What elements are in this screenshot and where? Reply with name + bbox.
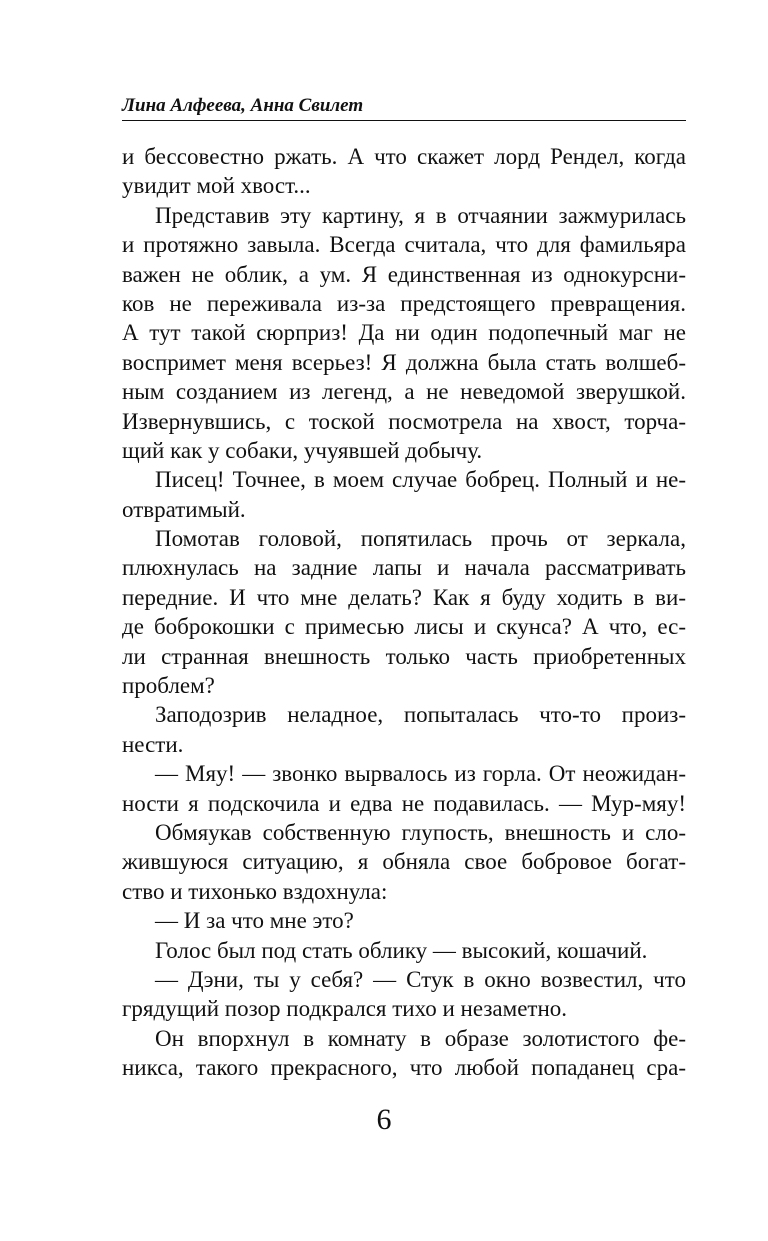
- text-line: грядущий позор подкрался тихо и незаметно.: [122, 996, 568, 1022]
- text-line: плюхнулась на задние лапы и начала рассматривать: [122, 555, 686, 581]
- text-line: де боброкошки с примесью лисы и скунса? А что, ес-: [122, 614, 686, 640]
- text-line: — Дэни, ты у себя? — Стук в окно возвестил, что: [155, 966, 686, 992]
- text-line: щий как у собаки, учуявшей добычу.: [122, 437, 483, 463]
- author-names: Лина Алфеева, Анна Свилет: [122, 95, 364, 116]
- text-line: А тут такой сюрприз! Да ни один подопечный маг не: [122, 320, 686, 346]
- text-line: Извернувшись, с тоской посмотрела на хвост, торча-: [122, 408, 686, 434]
- text-line: передние. И что мне делать? Как я буду ходить в ви-: [122, 584, 686, 610]
- text-line: ство и тихонько вздохнула:: [122, 878, 388, 904]
- text-line: — И за что мне это?: [155, 908, 354, 934]
- text-line: ным созданием из легенд, а не неведомой зверушкой.: [122, 379, 686, 405]
- text-line: увидит мой хвост...: [122, 173, 311, 199]
- text-line: Голос был под стать облику — высокий, кошачий.: [155, 937, 648, 963]
- text-line: Обмяукав собственную глупость, внешность и сло-: [155, 819, 686, 845]
- text-line: воспримет меня всерьез! Я должна была стать волшеб-: [122, 349, 686, 375]
- running-header: [122, 96, 686, 121]
- text-line: проблем?: [122, 673, 215, 699]
- text-line: Представив эту картину, я в отчаянии зажмурилась: [155, 202, 686, 228]
- text-line: жившуюся ситуацию, я обняла свое бобровое богат-: [122, 849, 686, 875]
- text-line: ли странная внешность только часть приобретенных: [122, 643, 686, 669]
- text-line: важен не облик, а ум. Я единственная из однокурсни-: [122, 261, 686, 287]
- text-line: и протяжно завыла. Всегда считала, что для фамильяра: [122, 232, 686, 258]
- text-line: ности я подскочила и едва не подавилась. — Мур-мяу!: [122, 790, 686, 816]
- text-line: — Мяу! — звонко вырвалось из горла. От неожидан-: [155, 761, 686, 787]
- body-text: [122, 142, 686, 1083]
- text-line: ков не переживала из-за предстоящего превращения.: [122, 290, 686, 316]
- text-line: и бессовестно ржать. А что скажет лорд Рендел, когда: [122, 144, 686, 169]
- text-line: Писец! Точнее, в моем случае бобрец. Полный и не-: [155, 467, 686, 493]
- text-line: Заподозрив неладное, попыталась что-то произ-: [155, 702, 686, 728]
- text-line: нести.: [122, 731, 184, 757]
- text-line: отвратимый.: [122, 496, 246, 522]
- text-line: никса, такого прекрасного, что любой попаданец сра-: [122, 1055, 686, 1081]
- page-number: 6: [376, 1103, 392, 1136]
- text-line: Помотав головой, попятилась прочь от зеркала,: [155, 526, 686, 552]
- text-line: Он впорхнул в комнату в образе золотистого фе-: [155, 1025, 686, 1051]
